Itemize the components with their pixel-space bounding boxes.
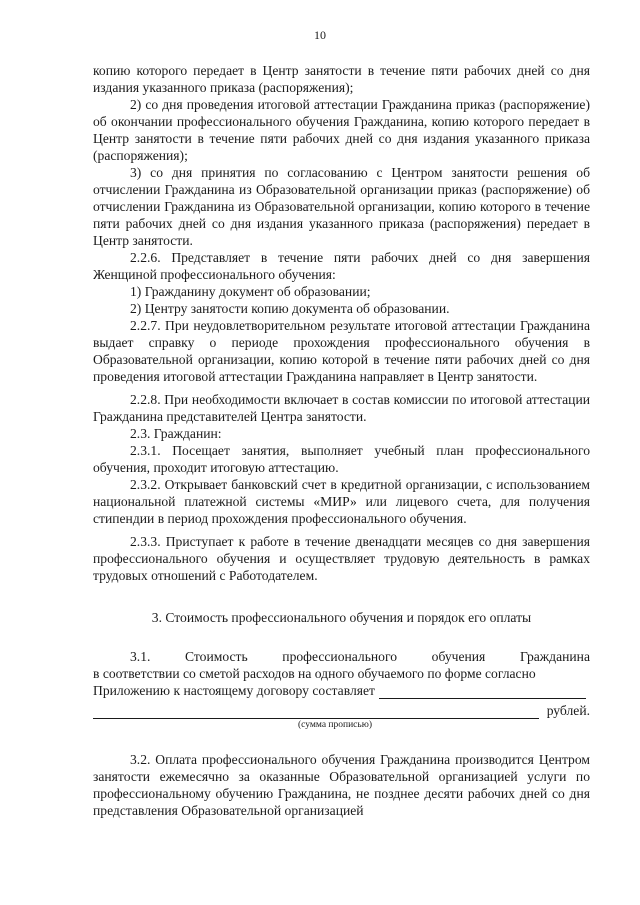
paragraph-continuation: копию которого передает в Центр занятости в течение пяти рабочих дней со дня издания указанного приказа (распоряжения); bbox=[93, 63, 590, 95]
paragraph-3-1-line-3: Приложению к настоящему договору составляет bbox=[93, 683, 375, 698]
amount-in-words-caption: (сумма прописью) bbox=[298, 720, 372, 730]
cost-amount-row bbox=[93, 682, 590, 699]
paragraph-2-3: 2.3. Гражданин: bbox=[130, 426, 222, 441]
paragraph-item-3: 3) со дня принятия по согласованию с Центром занятости решения об отчислении Гражданина из Образовательной организации приказ (распоряжение) об отчислении Гражданина из Образовательной организации, копию которого в течение пяти рабочих дней со дня издания указанного приказа (распоряжения) передает в Центр занятости. bbox=[93, 165, 590, 248]
paragraph-2-3-3: 2.3.3. Приступает к работе в течение двенадцати месяцев со дня завершения профессионального обучения и осуществляет трудовую деятельность в рамках трудовых отношений с Работодателем. bbox=[93, 534, 590, 583]
cost-words-row bbox=[93, 702, 590, 719]
paragraph-2-2-7: 2.2.7. При неудовлетворительном результате итоговой аттестации Гражданина выдает справку о периоде прохождения профессионального обучения в Образовательной организации, копию которой в течение пяти рабочих дней со дня проведения итоговой аттестации Гражданина направляет в Центр занятости. bbox=[93, 318, 590, 384]
paragraph-2-2-8: 2.2.8. При необходимости включает в состав комиссии по итоговой аттестации Гражданина представителей Центра занятости. bbox=[93, 392, 590, 424]
currency-label: рублей. bbox=[546, 703, 590, 718]
document-body bbox=[93, 62, 590, 819]
paragraph-2-3-2: 2.3.2. Открывает банковский счет в кредитной организации, с использованием национальной платежной системы «МИР» или лицевого счета, для получения стипендии в период прохождения профессионального обучения. bbox=[93, 477, 590, 526]
paragraph-3-1-line-2: в соответствии со сметой расходов на одного обучаемого по форме согласно bbox=[93, 666, 536, 681]
paragraph-3-2: 3.2. Оплата профессионального обучения Гражданина производится Центром занятости ежемесячно за оказанные Образовательной организацией услуги по профессиональному обучению Гражданина, не позднее десяти рабочих дней со дня представления Образовательной организацией bbox=[93, 752, 590, 818]
paragraph-2-3-1: 2.3.1. Посещает занятия, выполняет учебный план профессионального обучения, проходит итоговую аттестацию. bbox=[93, 443, 590, 475]
cost-words-blank bbox=[93, 705, 539, 719]
cost-amount-blank bbox=[379, 685, 586, 699]
paragraph-3-1-line-1: 3.1. Стоимость профессионального обучения Гражданина bbox=[130, 649, 590, 664]
page-number: 10 bbox=[314, 28, 326, 42]
paragraph-item-2: 2) со дня проведения итоговой аттестации Гражданина приказ (распоряжение) об окончании профессионального обучения Гражданина, копию которого передает в Центр занятости в течение пяти рабочих дней со дня издания указанного приказа (распоряжения); bbox=[93, 97, 590, 163]
paragraph-2-2-6-item-1: 1) Гражданину документ об образовании; bbox=[130, 284, 371, 299]
paragraph-2-2-6: 2.2.6. Представляет в течение пяти рабочих дней со дня завершения Женщиной профессионального обучения: bbox=[93, 250, 590, 282]
section-3-heading: 3. Стоимость профессионального обучения и порядок его оплаты bbox=[151, 610, 532, 625]
paragraph-2-2-6-item-2: 2) Центру занятости копию документа об образовании. bbox=[130, 301, 450, 316]
